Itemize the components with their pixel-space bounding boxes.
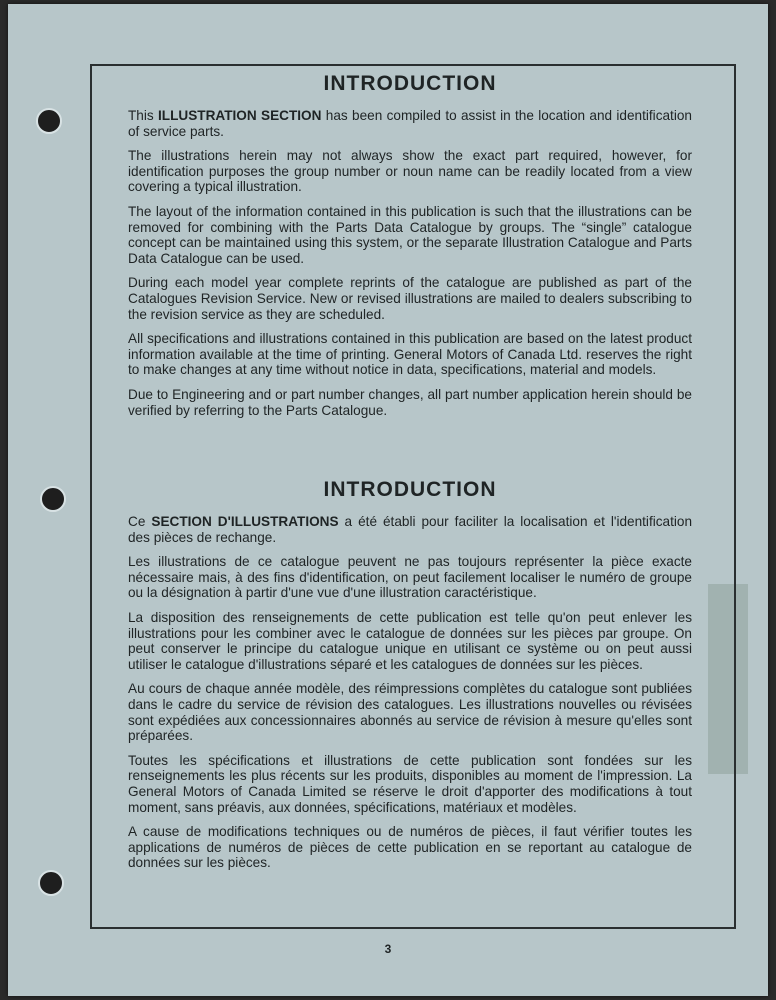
binder-hole-bottom	[38, 870, 64, 896]
french-section	[128, 478, 692, 880]
english-paragraph-2: The illustrations herein may not always show the exact part required, however, for identification purposes the group number or noun name can be readily located from a view covering a typical illustration.	[128, 148, 692, 195]
english-paragraph-5: All specifications and illustrations contained in this publication are based on the latest product information available at the time of printing. General Motors of Canada Ltd. reserves the right to make changes at any time without notice in data, specifications, material and models.	[128, 331, 692, 378]
english-heading: INTRODUCTION	[323, 72, 497, 95]
french-p1-bold: SECTION D'ILLUSTRATIONS	[151, 514, 339, 529]
english-p1-prefix: This	[128, 108, 159, 123]
english-paragraph-4: During each model year complete reprints of the catalogue are published as part of the Catalogues Revision Service. New or revised illustrations are mailed to dealers subscribing to the revision service as they are scheduled.	[128, 275, 692, 322]
english-section	[128, 72, 692, 427]
french-paragraph-5: Toutes les spécifications et illustrations de cette publication sont fondées sur les renseignements les plus récents sur les produits, disponibles au moment de l'impression. La General Motors of Canada Limited se réserve le droit d'apporter des modifications à tout moment, sans préavis, aux données, spécifications, matériaux et modèles.	[128, 752, 692, 815]
french-heading: INTRODUCTION	[323, 478, 497, 501]
english-paragraph-3: The layout of the information contained in this publication is such that the illustrations can be removed for combining with the Parts Data Catalogue by groups. The “single” catalogue concept can be maintained using this system, or the separate Illustration Catalogue and Parts Data Catalogue can be used.	[128, 203, 692, 266]
french-paragraph-1	[128, 514, 692, 545]
page-number: 3	[384, 942, 392, 956]
french-paragraph-6: A cause de modifications techniques ou de numéros de pièces, il faut vérifier toutes les applications de numéros de pièces de cette publication en se reportant au catalogue de données sur les pièces.	[128, 824, 692, 871]
french-paragraph-2: Les illustrations de ce catalogue peuvent ne pas toujours représenter la pièce exacte nécessaire mais, à des fins d'identification, on peut facilement localiser le numéro de groupe ou la désignation à partir d'une vue d'une illustration caractéristique.	[128, 554, 692, 601]
binder-hole-top	[36, 108, 62, 134]
french-paragraph-4: Au cours de chaque année modèle, des réimpressions complètes du catalogue sont publiées dans le cadre du service de révision des catalogues. Les illustrations nouvelles ou révisées sont expédiées aux concessionnaires abonnés au service de révision à mesure qu'elles sont préparées.	[128, 681, 692, 744]
binder-hole-middle	[40, 486, 66, 512]
english-paragraph-1	[128, 108, 692, 139]
english-paragraph-6: Due to Engineering and or part number changes, all part number application herein should be verified by referring to the Parts Catalogue.	[128, 386, 692, 418]
french-paragraph-3: La disposition des renseignements de cette publication est telle qu'on peut enlever les illustrations pour les combiner avec le catalogue de données sur les pièces par groupe. On peut conserver le principe du catalogue unique en utilisant ce système ou on peut aussi utiliser le catalogue d'illustrations séparé et les catalogues de données sur les pièces.	[128, 609, 692, 672]
french-p1-suffix: a été établi pour faciliter la localisation et l'identification des pièces de rechange.	[128, 514, 693, 545]
french-p1-prefix: Ce	[128, 514, 152, 529]
english-p1-suffix: has been compiled to assist in the location and identification of service parts.	[128, 108, 692, 139]
english-p1-bold: ILLUSTRATION SECTION	[158, 108, 322, 123]
